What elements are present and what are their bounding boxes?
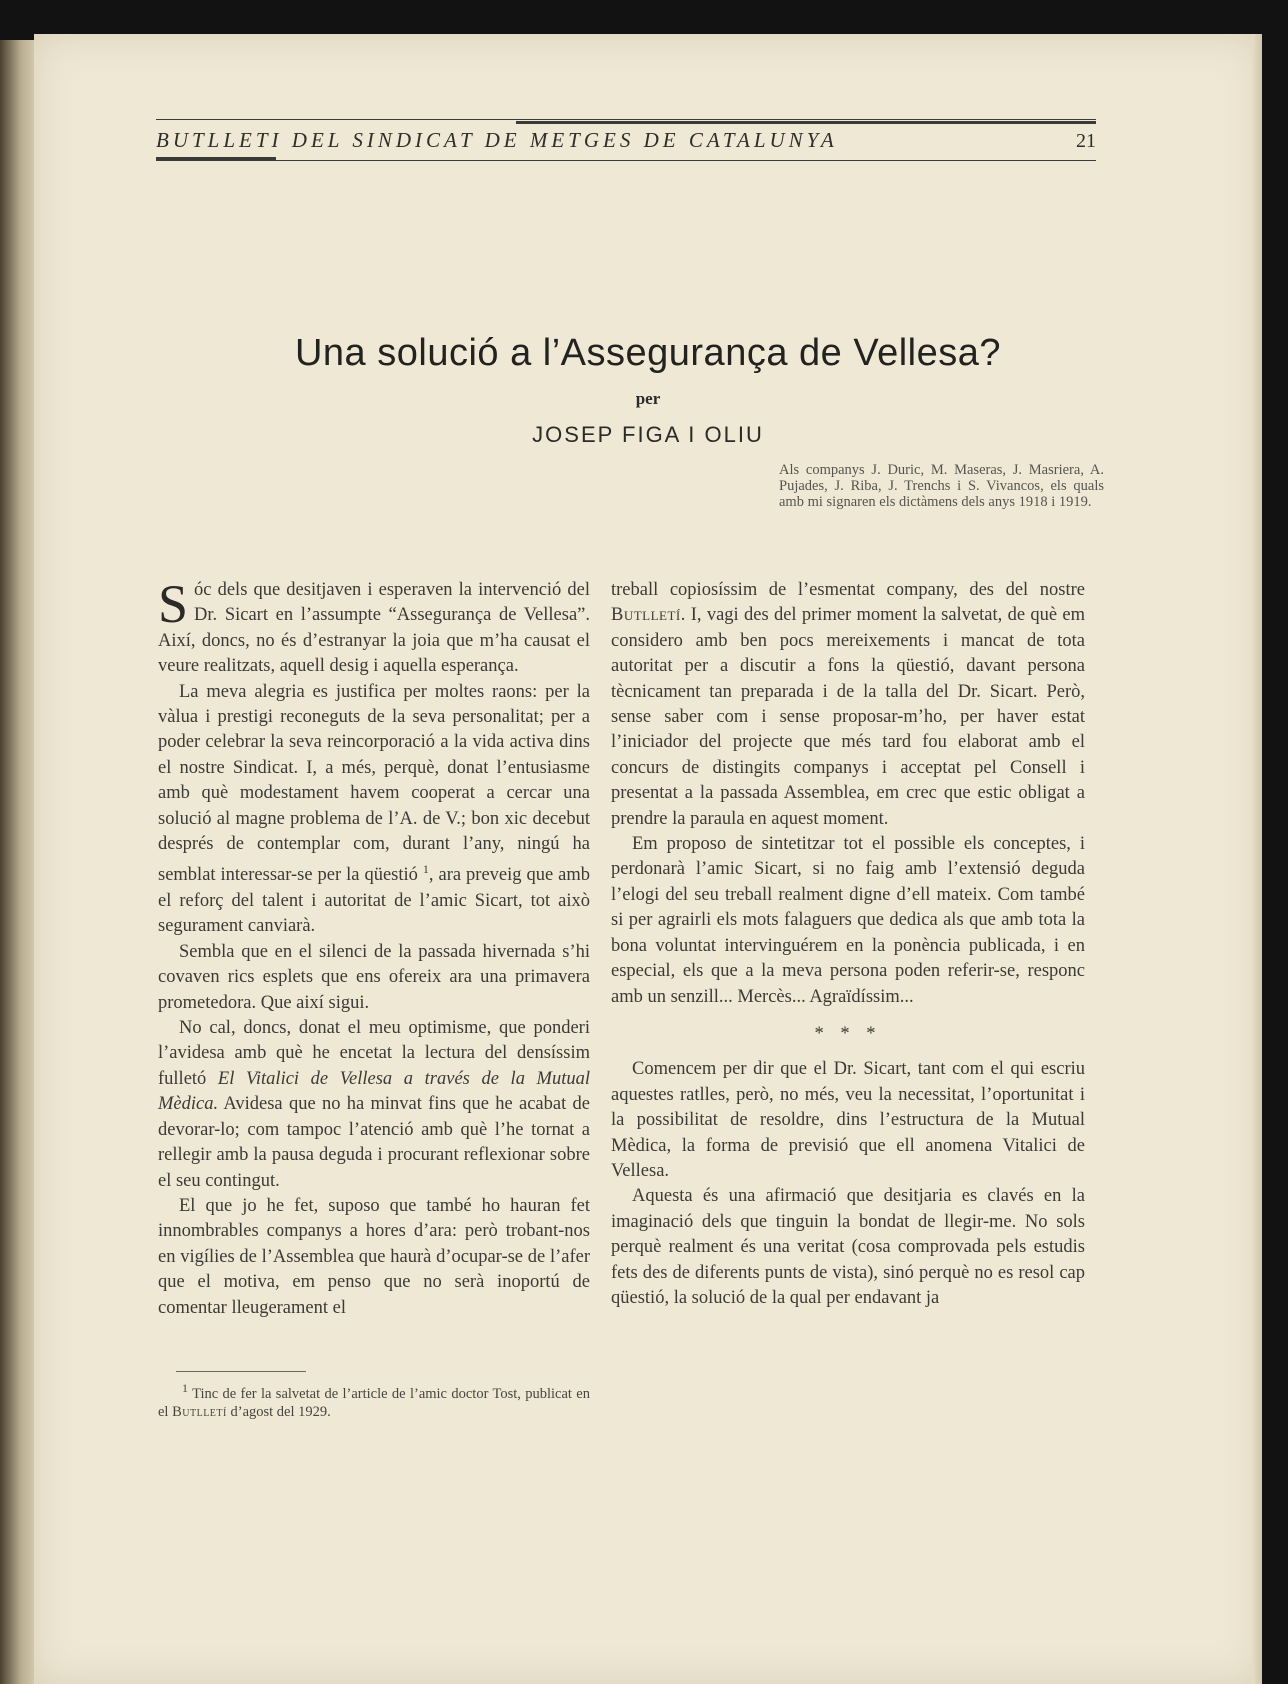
header-rule-top (156, 119, 1096, 123)
book-title: El Vitalici de Vellesa a través de la Mutual Mèdica. (158, 1068, 590, 1115)
paragraph: Sembla que en el silenci de la passada hivernada s’hi covaven rics esplets que ens ofereix ara una primavera prometedora. Que així sigui. (158, 941, 590, 1013)
header-line (156, 123, 1096, 157)
running-header (156, 119, 1096, 161)
section-separator: * * * (814, 1023, 882, 1044)
page-number: 21 (1076, 130, 1096, 152)
drop-cap: S (158, 574, 189, 634)
paragraph: La meva alegria es justifica per moltes raons: per la vàlua i prestigi reconeguts de la seva personalitat; per a poder celebrar la seva reincorporació a la vida activa dins el nostre Sindicat. I, a més, perquè, donat l’entusiasme amb què modestament havem cooperat a cercar una solució al magne problema de l’A. de V.; bon xic decebut després de contemplar com, durant l’any, ningú ha semblat interessar-se per la qüestió $^1$, ara preveig que amb el reforç del talent i autoritat de l’amic Sicart, tot això segurament canviarà. (158, 681, 591, 937)
paragraph: Aquesta és una afirmació que desitjaria es clavés en la imaginació dels que tinguin la bondat de llegir-me. No sols perquè realment és una veritat (cosa comprovada pels estudis fets des de diferents punts de vista), sinó perquè no es resol cap qüestió, la solució de la qual per endavant ja (611, 1186, 1085, 1308)
article-title: Una solució a l’Assegurança de Vellesa? (294, 332, 1002, 374)
journal-name: BUTLLETI DEL SINDICAT DE METGES DE CATALUNYA (156, 128, 838, 152)
paragraph: No cal, doncs, donat el meu optimisme, que ponderi l’avidesa amb què he encetat la lectura del densíssim fulletó El Vitalici de Vellesa a través de la Mutual Mèdica. Avidesa que no ha minvat fins que he acabat de devorar-lo; com tampoc l’atenció amb què l’he tornat a rellegir amb la pausa deguda i procurant reflexionar sobre el seu contingut. (158, 1018, 590, 1191)
header-rule-bottom (156, 157, 1096, 161)
author-name: JOSEP FIGA I OLIU (532, 422, 764, 447)
paragraph: El que jo he fet, suposo que també ho hauran fet innombrables companys a hores d’ara: però trobant-nos en vigílies de l’Assemblea que haurà d’ocupar-se de l’afer que el motiva, em penso que no serà inoportú de comentar lleugerament el (158, 1195, 590, 1318)
left-column (158, 574, 591, 1321)
footnote-ref: 1 (422, 862, 429, 877)
paragraph: treball copiosíssim de l’esmentat company, des del nostre Butlletí. I, vagi des del primer moment la salvetat, de què em considero amb ben pocs mereixements i mancat de tota autoritat per a discutir a fons la qüestió, davant persona tècnicament tan preparada i de la talla del Dr. Sicart. Però, sense saber com i sense proposar-m’ho, per haver estat l’iniciador del projecte que més tard fou elaborat amb el concurs de distingits companys i acceptat pel Consell i presentat a la passada Assemblea, em crec que estic obligat a prendre la paraula en aquest moment. (611, 580, 1085, 829)
paragraph: Sóc dels que desitjaven i esperaven la intervenció del Dr. Sicart en l’assumpte “Assegurança de Vellesa”. Així, doncs, no és d’estranyar la joia que m’ha causat el veure realitzats, aquell desig i aquella esperança. (158, 574, 590, 677)
paragraph: Comencem per dir que el Dr. Sicart, tant com el qui escriu aquestes ratlles, però, no més, veu la necessitat, l’oportunitat i la possibilitat de resoldre, dins l’estructura de la Mutual Mèdica, la forma de previsió que ell anomena Vitalici de Vellesa. (611, 1059, 1085, 1181)
byline: per (635, 389, 661, 408)
page-edge (1252, 34, 1262, 1684)
dedication: Als companys J. Duric, M. Maseras, J. Masriera, A. Pujades, J. Riba, J. Trenchs i S. Vivancos, els quals amb mi signaren els dictàmens dels anys 1918 i 1919. (779, 462, 1104, 510)
right-column (611, 578, 1085, 1311)
journal-page (34, 34, 1262, 1684)
footnote-rule (176, 1371, 306, 1372)
footnote: $^1$ Tinc de fer la salvetat de l’article de l’amic doctor Tost, publicat en el Butlletí d’agost del 1929. (158, 1381, 590, 1420)
book-spine-shadow (0, 40, 38, 1684)
paragraph: Em proposo de sintetitzar tot el possible els conceptes, i perdonarà l’amic Sicart, si no faig amb l’extensió deguda l’elogi del seu treball realment digne d’ell mateix. Com també si per agrairli els mots falaguers que dedica als que amb tota la bona voluntat intervinguérem en la ponència publicada, i en especial, els que a la meva persona poden referir-se, responc amb un senzill... Mercès... Agraïdíssim... (611, 834, 1085, 1007)
